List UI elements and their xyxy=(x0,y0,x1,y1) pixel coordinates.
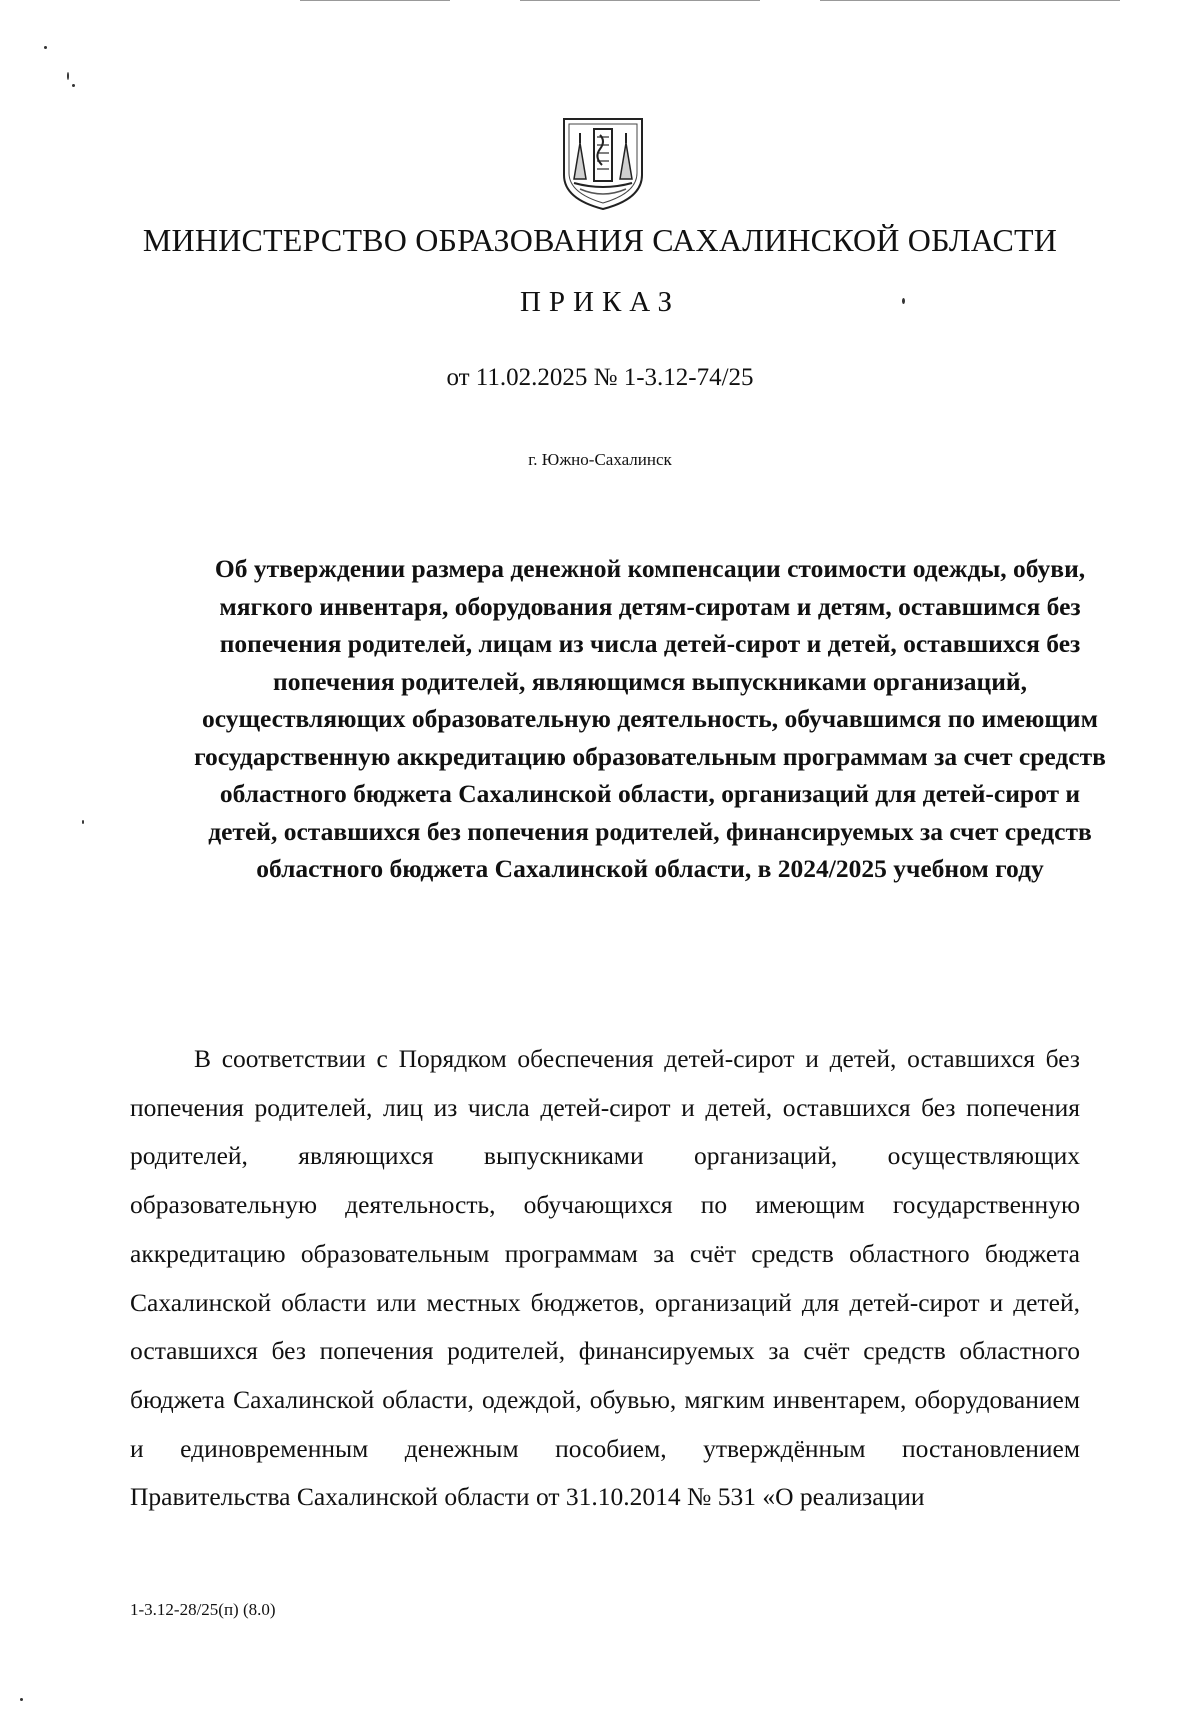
footer-document-code: 1-3.12-28/25(п) (8.0) xyxy=(130,1600,276,1619)
body-paragraph: В соответствии с Порядком обеспечения детей-сирот и детей, оставшихся без попечения родителей, лиц из числа детей-сирот и детей, оставшихся без попечения родителей, являющихся выпускниками организаций, осуществляющих образовательную деятельность, обучающихся по имеющим государственную аккредитацию образовательным программам за счёт средств областного бюджета Сахалинской области или местных бюджетов, организаций для детей-сирот и детей, оставшихся без попечения родителей, финансируемых за счёт средств областного бюджета Сахалинской области, одеждой, обувью, мягким инвентарем, оборудованием и единовременным денежным пособием, утверждённым постановлением Правительства Сахалинской области от 31.10.2014 № 531 «О реализации xyxy=(130,1044,1080,1512)
document-city: г. Южно-Сахалинск xyxy=(528,450,672,469)
document-date-number: от 11.02.2025 № 1-3.12-74/25 xyxy=(446,364,754,391)
scan-edge-line xyxy=(820,0,1120,1)
ministry-name: МИНИСТЕРСТВО ОБРАЗОВАНИЯ САХАЛИНСКОЙ ОБЛАСТИ xyxy=(142,222,1058,258)
scan-speck xyxy=(72,84,75,87)
scan-speck xyxy=(67,72,69,80)
scan-speck xyxy=(82,820,84,824)
scan-speck xyxy=(20,1698,23,1701)
scan-edge-line xyxy=(300,0,450,1)
scan-edge-line xyxy=(520,0,760,1)
document-type: ПРИКАЗ xyxy=(519,286,681,318)
sakhalin-coat-of-arms-icon xyxy=(560,113,646,213)
scan-speck xyxy=(44,46,47,49)
document-subject: Об утверждении размера денежной компенсации стоимости одежды, обуви, мягкого инвентаря, оборудования детям-сиротам и детям, оставшимся без попечения родителей, лицам из числа детей-сирот и детей, оставшихся без попечения родителей, являющимся выпускниками организаций, осуществляющих образовательную деятельность, обучавшимся по имеющим государственную аккредитацию образовательным программам за счет средств областного бюджета Сахалинской области, организаций для детей-сирот и детей, оставшихся без попечения родителей, финансируемых за счет средств областного бюджета Сахалинской области, в 2024/2025 учебном году xyxy=(194,554,1106,883)
